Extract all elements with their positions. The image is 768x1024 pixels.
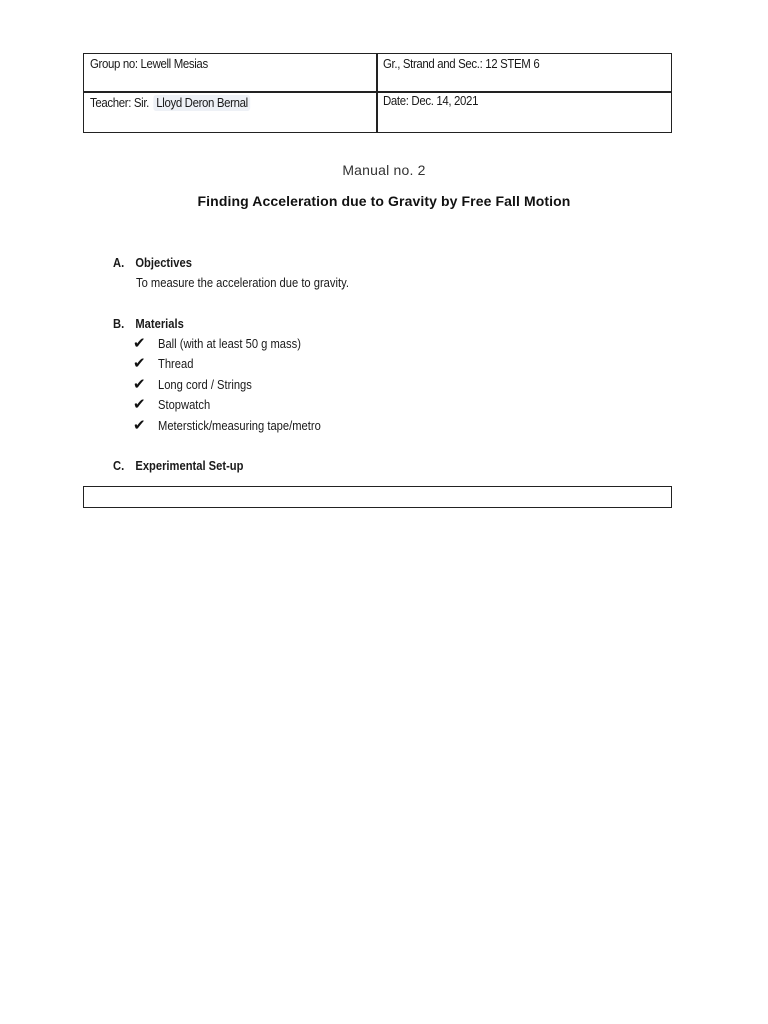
section-setup-heading bbox=[113, 458, 243, 473]
manual-number: Manual no. 2 bbox=[342, 162, 426, 178]
check-mark-icon: ✔ bbox=[133, 335, 146, 352]
check-mark-icon: ✔ bbox=[133, 375, 146, 393]
strand-cell bbox=[383, 56, 539, 71]
list-item bbox=[133, 397, 347, 417]
list-item bbox=[133, 336, 347, 356]
strand-label: Gr., Strand and Sec.: bbox=[383, 56, 483, 71]
list-item bbox=[133, 356, 347, 376]
section-materials-heading bbox=[113, 316, 184, 331]
section-letter: B. bbox=[113, 316, 125, 331]
check-mark-icon: ✔ bbox=[133, 416, 146, 434]
section-letter: C. bbox=[113, 458, 125, 473]
section-heading: Materials bbox=[135, 316, 184, 331]
strand-value: 12 STEM 6 bbox=[485, 56, 540, 71]
list-item bbox=[133, 377, 347, 397]
material-label: Thread bbox=[158, 356, 194, 372]
check-mark-icon: ✔ bbox=[133, 355, 146, 373]
section-letter: A. bbox=[113, 255, 125, 270]
check-mark-icon: ✔ bbox=[133, 396, 146, 414]
document-title: Finding Acceleration due to Gravity by Free Fall Motion bbox=[197, 193, 571, 209]
header-info-table bbox=[83, 53, 672, 133]
material-label: Long cord / Strings bbox=[158, 376, 252, 392]
material-label: Stopwatch bbox=[158, 397, 211, 413]
teacher-value: Lloyd Deron Bernal bbox=[154, 95, 251, 111]
group-cell bbox=[90, 56, 208, 71]
group-value: Lewell Mesias bbox=[140, 56, 208, 71]
date-value: Dec. 14, 2021 bbox=[411, 93, 479, 108]
section-heading: Objectives bbox=[135, 255, 192, 270]
date-label: Date: bbox=[383, 93, 409, 108]
material-label: Meterstick/measuring tape/metro bbox=[158, 417, 321, 433]
section-heading: Experimental Set-up bbox=[135, 458, 244, 473]
teacher-cell bbox=[90, 95, 250, 110]
section-objectives-heading bbox=[113, 255, 192, 270]
table-row-divider bbox=[84, 91, 671, 93]
setup-table bbox=[83, 486, 672, 508]
material-label: Ball (with at least 50 g mass) bbox=[158, 336, 301, 351]
materials-list bbox=[133, 336, 347, 438]
date-cell bbox=[383, 93, 478, 108]
teacher-label: Teacher: Sir. bbox=[90, 95, 150, 110]
list-item bbox=[133, 418, 347, 438]
table-column-divider bbox=[376, 54, 378, 132]
objective-text: To measure the acceleration due to gravity. bbox=[136, 275, 349, 290]
group-label: Group no: bbox=[90, 56, 138, 71]
